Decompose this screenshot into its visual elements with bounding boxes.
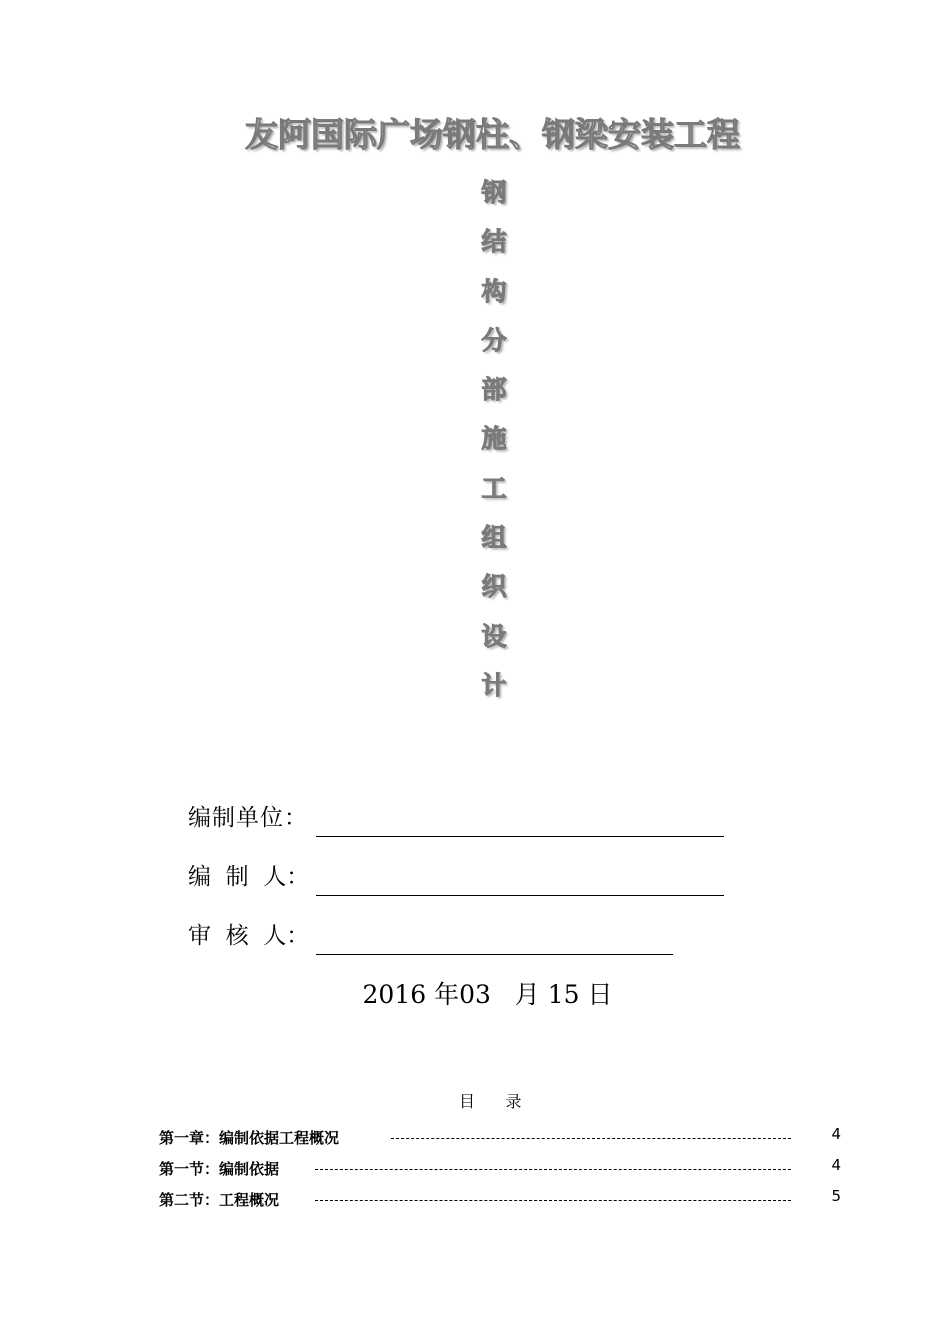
toc-entry[interactable]: [159, 1188, 849, 1214]
vertical-title-char: 施: [481, 424, 507, 454]
toc-leader-dashes: [391, 1138, 791, 1139]
toc-leader-dashes: [315, 1169, 791, 1170]
compiler-label: 编 制 人：: [188, 864, 310, 890]
compiler-blank-line: [316, 895, 724, 896]
vertical-title-char: 组: [481, 523, 507, 553]
vertical-title-char: 设: [481, 621, 507, 651]
vertical-title-char: 工: [481, 473, 507, 503]
signature-row-reviewer: [188, 921, 316, 951]
toc-entry-label: 第一节：编制依据: [159, 1160, 280, 1178]
document-date: 2016 年03 月 15 日: [362, 980, 613, 1009]
signature-row-compiler: [188, 862, 316, 892]
project-title: 友阿国际广场钢柱、钢梁安装工程: [245, 115, 740, 154]
vertical-title-char: 分: [481, 325, 507, 355]
toc-entry-page: 4: [831, 1125, 841, 1143]
vertical-title-char: 部: [481, 375, 507, 405]
vertical-title-char: 计: [481, 670, 507, 700]
reviewer-label: 审 核 人：: [188, 923, 310, 949]
toc-entry[interactable]: [159, 1157, 849, 1183]
toc-entry-label: 第一章：编制依据工程概况: [159, 1129, 340, 1147]
toc-leader-dashes: [315, 1200, 791, 1201]
vertical-title-char: 结: [481, 227, 507, 257]
signature-row-compiling-unit: [188, 803, 316, 833]
toc-entry[interactable]: [159, 1126, 849, 1152]
vertical-title-char: 构: [481, 276, 507, 306]
toc-entry-page: 5: [831, 1187, 841, 1205]
reviewer-blank-line: [316, 954, 673, 955]
vertical-title-char: 钢: [481, 178, 507, 207]
toc-entry-page: 4: [831, 1156, 841, 1174]
vertical-document-title: [474, 172, 514, 714]
compiling-unit-blank-line: [316, 836, 724, 837]
toc-heading: 目 录: [459, 1092, 522, 1111]
vertical-title-char: 织: [481, 572, 507, 602]
toc-entry-label: 第二节：工程概况: [159, 1191, 280, 1209]
compiling-unit-label: 编制单位：: [188, 805, 308, 831]
